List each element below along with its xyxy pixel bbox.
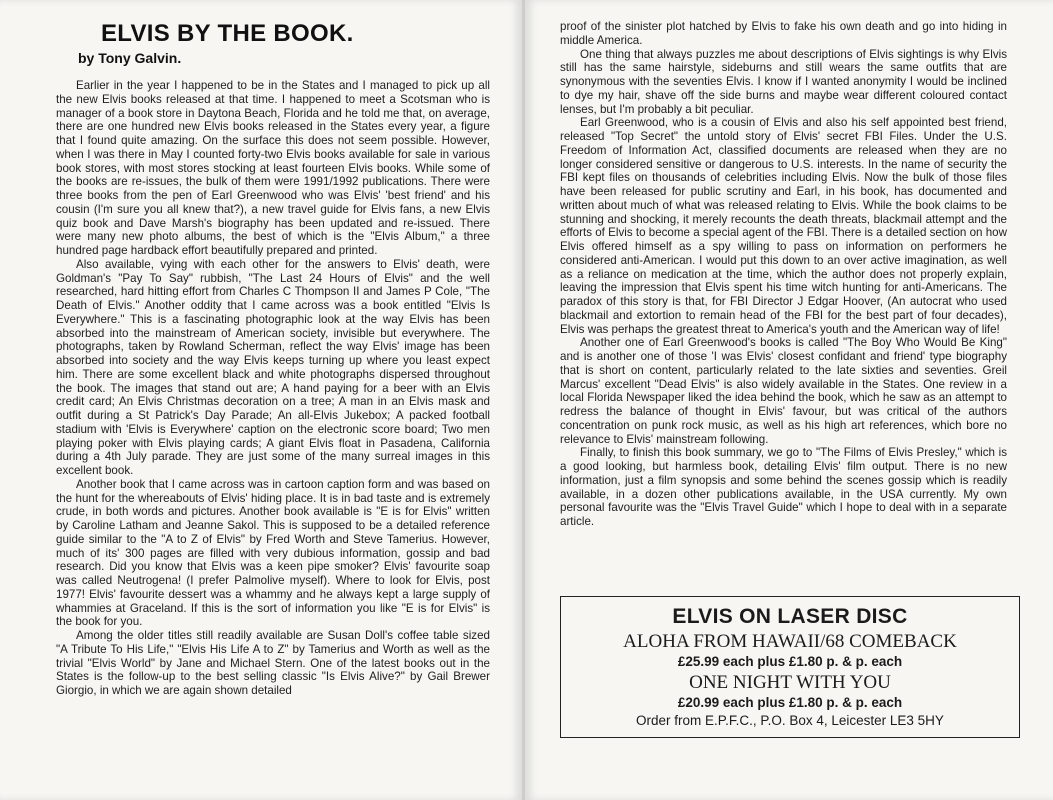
right-column bbox=[560, 20, 1007, 529]
advert-item-2: ONE NIGHT WITH YOU bbox=[689, 672, 891, 693]
laser-disc-advert bbox=[560, 596, 1020, 738]
paragraph-2: Also available, vying with each other for the answers to Elvis' death, were Goldman's "Pay To Say" rubbish, "The Last 24 Hours of Elvis" and the well researched, hard hitting effort from Charles C Thompson II and James P Cole, "The Death of Elvis." Another oddity that I came across was a book entitled "Elvis Is Everywhere." This is a fascinating photographic look at the way Elvis has been absorbed into the mainstream of American society, invisible but everywhere. The photographs, taken by Rowland Scherman, reflect the way Elvis' image has been absorbed into society and the way Elvis keeps turning up where you least expect him. There are some excellent black and white photographs dispersed throughout the book. The images that stand out are; A hand paying for a beer with an Elvis credit card; An Elvis Christmas decoration on a tree; A man in an Elvis mask and outfit during a St Patrick's Day Parade; An all-Elvis Jukebox; A packed football stadium with 'Elvis is Everywhere' caption on the electronic score board; Two men playing poker with Elvis playing cards; A giant Elvis float in Pasadena, California during a 4th July parade. They are just some of the many surreal images in this excellent book. bbox=[56, 257, 490, 477]
paragraph-5: One thing that always puzzles me about descriptions of Elvis sightings is why Elvis still has the same hairstyle, sideburns and still wears the same outfits that are synonymous with the seventies Elvis. I know if I wanted anonymity I would be inclined to dye my hair, shave off the side burns and maybe wear different coloured contact lenses, but I'm probably a bit peculiar. bbox=[560, 47, 1007, 116]
paragraph-4: Among the older titles still readily available are Susan Doll's coffee table sized "A Tribute To His Life," "Elvis His Life A to Z" by Tamerius and Worth as well as the trivial "Elvis World" by Jane and Michael Stern. One of the latest books out in the States is the follow-up to the best selling classic "Is Elvis Alive?" by Gail Brewer Giorgio, in which we are again shown detailed bbox=[56, 629, 490, 697]
advert-item-1: ALOHA FROM HAWAII/68 COMEBACK bbox=[623, 631, 957, 652]
right-page bbox=[525, 0, 1053, 800]
article-byline: by Tony Galvin. bbox=[78, 50, 182, 66]
left-page bbox=[0, 0, 522, 800]
advert-title: ELVIS ON LASER DISC bbox=[672, 605, 908, 628]
continuation-paragraph: proof of the sinister plot hatched by Elvis to fake his own death and go into hiding in middle America. bbox=[560, 20, 1007, 47]
article-title: ELVIS BY THE BOOK. bbox=[101, 20, 354, 47]
paragraph-7: Another one of Earl Greenwood's books is called "The Boy Who Would Be King" and is another one of those 'I was Elvis' closest confidant and friend' type biography that is short on content, particularly related to the late sixties and seventies. Greil Marcus' excellent "Dead Elvis" is also widely available in the States. One review in a local Florida Newspaper liked the idea behind the book, which he saw as an attempt to redress the balance of thought in Elvis' favour, but was critical of the authors concentration on punk rock music, as well as his high art references, which bore no relevance to Elvis' mainstream following. bbox=[560, 336, 1007, 446]
paragraph-3: Another book that I came across was in cartoon caption form and was based on the hunt for the whereabouts of Elvis' hiding place. It is in bad taste and is extremely crude, in both words and pictures. Another book available is "E is for Elvis" written by Caroline Latham and Jeanne Sakol. This is supposed to be a detailed reference guide similar to the "A to Z of Elvis" by Fred Worth and Steve Tamerius. However, much of its' 300 pages are filled with very dubious information, gossip and bad research. Did you know that Elvis was a keen pipe smoker? Elvis' favourite soap was called Neutrogena! (I prefer Palmolive myself). Where to look for Elvis, post 1977! Elvis' favourite dessert was a whammy and he always kept a large supply of whammies at Graceland. If this is the sort of information you like "E is for Elvis" is the book for you. bbox=[56, 477, 490, 629]
paragraph-6: Earl Greenwood, who is a cousin of Elvis and also his self appointed best friend, released "Top Secret" the untold story of Elvis' secret FBI Files. Under the U.S. Freedom of Information Act, classified documents are released when they are no longer considered sensitive or dangerous to U.S. interests. In the name of security the FBI kept files on thousands of celebrities including Elvis. Now the bulk of those files have been released for public scrutiny and Earl, in his book, has documented and written about much of what was released relating to Elvis. While the book claims to be stunning and shocking, it merely recounts the death threats, blackmail attempt and the efforts of Elvis to become a special agent of the FBI. There is a detailed section on how Elvis offered himself as a spy willing to pass on information on performers he considered anti-American. I would put this down to an over active imagination, as well as a reliance on medication at the time, which the author does not properly explain, leaving the impression that Elvis spent his time witch hunting for anti-Americans. The paradox of this story is that, for FBI Director J Edgar Hoover, (An autocrat who used blackmail and extortion to remain head of the FBI for the best part of four decades), Elvis was perhaps the greatest threat to America's youth and the American way of life! bbox=[560, 116, 1007, 336]
left-column bbox=[56, 79, 490, 698]
paragraph-1: Earlier in the year I happened to be in the States and I managed to pick up all the new Elvis books released at that time. I happened to meet a Scotsman who is manager of a book store in Daytona Beach, Florida and he told me that, on average, there are one hundred new Elvis books released in the States every year, a figure that I found quite amazing. On the surface this does not seem possible. However, when I was there in May I counted forty-two Elvis books available for sale in various book stores, with most stores stocking at least fourteen Elvis books. While some of the books are re-issues, the bulk of them were 1991/1992 publications. There were three books from the pen of Earl Greenwood who was Elvis' 'best friend' and his cousin (I'm sure you all knew that?), a new travel guide for Elvis fans, a new Elvis quiz book and Dave Marsh's biography has been updated and re-issued. There were many new photo albums, the best of which is the "Elvis Album," a three hundred page hardback effort beautifully prepared and printed. bbox=[56, 79, 490, 257]
advert-price-2: £20.99 each plus £1.80 p. & p. each bbox=[677, 695, 903, 710]
paragraph-8: Finally, to finish this book summary, we go to "The Films of Elvis Presley," which is a good looking, but harmless book, detailing Elvis' film output. There is no new information, just a film synopsis and some behind the scenes gossip which is readily available, in a dozen other publications available, in the USA currently. My own personal favourite was the "Elvis Travel Guide" which I hope to deal with in a separate article. bbox=[560, 446, 1007, 528]
advert-price-1: £25.99 each plus £1.80 p. & p. each bbox=[677, 654, 903, 669]
advert-order-address: Order from E.P.F.C., P.O. Box 4, Leicester LE3 5HY bbox=[636, 713, 944, 728]
